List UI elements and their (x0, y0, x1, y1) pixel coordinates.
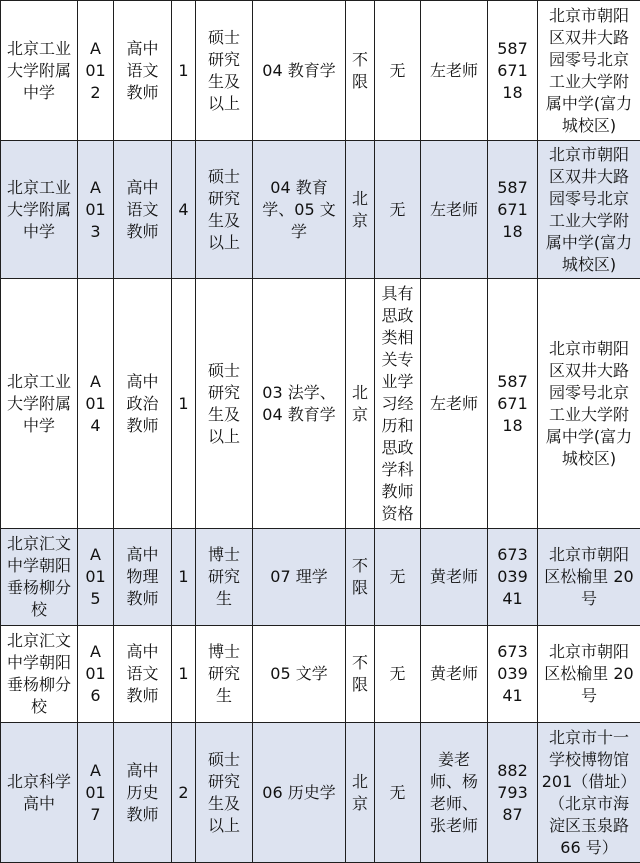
cell-line: 政治 (116, 393, 169, 415)
cell-line: 生及 (198, 793, 250, 815)
cell-line: 姜老 (423, 749, 485, 771)
cell-line: A (80, 641, 111, 663)
cell-line: 673 (490, 544, 535, 566)
cell-line: 研究 (198, 188, 250, 210)
cell-line: 高中 (116, 544, 169, 566)
cell-line: 生及 (198, 71, 250, 93)
contact-person-cell (421, 626, 488, 723)
cell-line: 高中 (116, 38, 169, 60)
cell-line: 882 (490, 760, 535, 782)
cell-line: 硕士 (198, 166, 250, 188)
cell-line: 垂杨柳分 (3, 674, 75, 696)
major-cell (253, 1, 346, 141)
cell-line: 北 (348, 382, 372, 404)
cell-line: 66 号） (540, 837, 638, 859)
school-name-cell (1, 723, 78, 863)
cell-line: 7 (80, 804, 111, 826)
cell-line: 教师 (116, 588, 169, 610)
cell-line: 物理 (116, 566, 169, 588)
cell-line: 生及 (198, 210, 250, 232)
cell-line: 无 (377, 782, 418, 804)
cell-line: 博士 (198, 544, 250, 566)
cell-line: 41 (490, 588, 535, 610)
cell-line: 高中 (116, 371, 169, 393)
cell-line: 具有 (377, 283, 418, 305)
residence-cell (346, 626, 375, 723)
cell-line: 1 (174, 393, 193, 415)
cell-line: 历和 (377, 415, 418, 437)
cell-line: 区松榆里 20 (540, 566, 638, 588)
cell-line: 18 (490, 82, 535, 104)
cell-line: 671 (490, 393, 535, 415)
cell-line: 号 (540, 685, 638, 707)
major-cell (253, 529, 346, 626)
cell-line: 以上 (198, 426, 250, 448)
cell-line: 博士 (198, 641, 250, 663)
other-requirements-cell (375, 279, 421, 529)
cell-line: 教师 (116, 685, 169, 707)
cell-line: 资格 (377, 503, 418, 525)
phone-cell (488, 279, 538, 529)
position-name-cell (114, 529, 172, 626)
cell-line: 属中学(富力 (540, 426, 638, 448)
hiring-count-cell (172, 529, 196, 626)
cell-line: 1 (174, 663, 193, 685)
cell-line: 垂杨柳分 (3, 577, 75, 599)
other-requirements-cell (375, 626, 421, 723)
cell-line: 大学附属 (3, 199, 75, 221)
cell-line: 区松榆里 20 (540, 663, 638, 685)
education-cell (196, 141, 253, 279)
cell-line: 587 (490, 177, 535, 199)
cell-line: 区双井大路 (540, 27, 638, 49)
cell-line: 无 (377, 199, 418, 221)
cell-line: 硕士 (198, 360, 250, 382)
cell-line: 研究 (198, 663, 250, 685)
cell-line: 历史 (116, 782, 169, 804)
contact-person-cell (421, 141, 488, 279)
cell-line: 北京汇文 (3, 533, 75, 555)
cell-line: 北 (348, 771, 372, 793)
table-row (1, 626, 640, 723)
contact-person-cell (421, 279, 488, 529)
cell-line: 039 (490, 566, 535, 588)
cell-line: 4 (174, 199, 193, 221)
table-row (1, 141, 640, 279)
cell-line: 01 (80, 199, 111, 221)
other-requirements-cell (375, 141, 421, 279)
cell-line: 1 (174, 566, 193, 588)
cell-line: 关专 (377, 349, 418, 371)
cell-line: 06 历史学 (255, 782, 343, 804)
cell-line: 671 (490, 60, 535, 82)
other-requirements-cell (375, 723, 421, 863)
cell-line: 校 (3, 696, 75, 718)
cell-line: 1 (174, 60, 193, 82)
cell-line: 区双井大路 (540, 360, 638, 382)
cell-line: 5 (80, 588, 111, 610)
cell-line: 01 (80, 782, 111, 804)
cell-line: 左老师 (423, 199, 485, 221)
cell-line: 北 (348, 188, 372, 210)
cell-line: 大学附属 (3, 393, 75, 415)
cell-line: 北京科学 (3, 771, 75, 793)
cell-line: 587 (490, 38, 535, 60)
cell-line: 校 (3, 599, 75, 621)
cell-line: A (80, 38, 111, 60)
cell-line: 以上 (198, 815, 250, 837)
cell-line: 高中 (3, 793, 75, 815)
education-cell (196, 626, 253, 723)
cell-line: 教师 (116, 82, 169, 104)
cell-line: 6 (80, 685, 111, 707)
cell-line: 左老师 (423, 60, 485, 82)
table-row (1, 723, 640, 863)
hiring-count-cell (172, 279, 196, 529)
cell-line: 87 (490, 804, 535, 826)
position-code-cell (78, 626, 114, 723)
cell-line: 工业大学附 (540, 404, 638, 426)
phone-cell (488, 1, 538, 141)
cell-line: 高中 (116, 641, 169, 663)
cell-line: 生 (198, 588, 250, 610)
contact-person-cell (421, 1, 488, 141)
contact-person-cell (421, 723, 488, 863)
contact-person-cell (421, 529, 488, 626)
address-cell (538, 1, 640, 141)
cell-line: 07 理学 (255, 566, 343, 588)
position-code-cell (78, 529, 114, 626)
position-code-cell (78, 141, 114, 279)
major-cell (253, 141, 346, 279)
cell-line: 硕士 (198, 27, 250, 49)
cell-line: A (80, 544, 111, 566)
cell-line: 生 (198, 685, 250, 707)
address-cell (538, 141, 640, 279)
cell-line: 中学朝阳 (3, 555, 75, 577)
residence-cell (346, 1, 375, 141)
cell-line: 限 (348, 71, 372, 93)
cell-line: 区双井大路 (540, 166, 638, 188)
cell-line: 039 (490, 663, 535, 685)
cell-line: 语文 (116, 199, 169, 221)
cell-line: 01 (80, 60, 111, 82)
cell-line: 北京市朝阳 (540, 544, 638, 566)
cell-line: 师、杨 (423, 771, 485, 793)
cell-line: 673 (490, 641, 535, 663)
cell-line: 北京工业 (3, 371, 75, 393)
position-name-cell (114, 141, 172, 279)
cell-line: 教师 (377, 481, 418, 503)
table-row (1, 1, 640, 141)
cell-line: 京 (348, 404, 372, 426)
cell-line: A (80, 177, 111, 199)
school-name-cell (1, 1, 78, 141)
address-cell (538, 723, 640, 863)
cell-line: 北京工业 (3, 177, 75, 199)
cell-line: 号 (540, 588, 638, 610)
cell-line: 中学 (3, 415, 75, 437)
cell-line: 不 (348, 652, 372, 674)
cell-line: 41 (490, 685, 535, 707)
position-name-cell (114, 723, 172, 863)
cell-line: 硕士 (198, 749, 250, 771)
other-requirements-cell (375, 529, 421, 626)
cell-line: 左老师 (423, 393, 485, 415)
cell-line: 教师 (116, 221, 169, 243)
table-body (1, 1, 640, 863)
other-requirements-cell (375, 1, 421, 141)
hiring-count-cell (172, 626, 196, 723)
cell-line: 老师、 (423, 793, 485, 815)
residence-cell (346, 141, 375, 279)
cell-line: 北京市朝阳 (540, 144, 638, 166)
hiring-count-cell (172, 141, 196, 279)
education-cell (196, 529, 253, 626)
cell-line: 北京市十一 (540, 727, 638, 749)
cell-line: 习经 (377, 393, 418, 415)
cell-line: 城校区) (540, 448, 638, 470)
cell-line: A (80, 760, 111, 782)
cell-line: 05 文学 (255, 663, 343, 685)
position-code-cell (78, 1, 114, 141)
cell-line: 18 (490, 415, 535, 437)
cell-line: 大学附属 (3, 60, 75, 82)
cell-line: 中学 (3, 221, 75, 243)
major-cell (253, 723, 346, 863)
cell-line: 01 (80, 393, 111, 415)
position-code-cell (78, 723, 114, 863)
cell-line: 北京市朝阳 (540, 5, 638, 27)
address-cell (538, 529, 640, 626)
position-code-cell (78, 279, 114, 529)
table-row (1, 529, 640, 626)
cell-line: 587 (490, 371, 535, 393)
residence-cell (346, 279, 375, 529)
cell-line: 城校区) (540, 254, 638, 276)
cell-line: 淀区玉泉路 (540, 815, 638, 837)
address-cell (538, 279, 640, 529)
cell-line: 高中 (116, 177, 169, 199)
cell-line: 中学 (3, 82, 75, 104)
cell-line: 以上 (198, 93, 250, 115)
cell-line: 园零号北京 (540, 49, 638, 71)
cell-line: 03 法学、 (255, 382, 343, 404)
cell-line: 2 (80, 82, 111, 104)
education-cell (196, 723, 253, 863)
school-name-cell (1, 529, 78, 626)
cell-line: 201（借址） (540, 771, 638, 793)
major-cell (253, 279, 346, 529)
cell-line: 思政 (377, 305, 418, 327)
cell-line: 研究 (198, 566, 250, 588)
cell-line: 671 (490, 199, 535, 221)
address-cell (538, 626, 640, 723)
hiring-count-cell (172, 1, 196, 141)
cell-line: 高中 (116, 760, 169, 782)
residence-cell (346, 529, 375, 626)
cell-line: 不 (348, 49, 372, 71)
cell-line: 北京汇文 (3, 630, 75, 652)
school-name-cell (1, 279, 78, 529)
cell-line: 园零号北京 (540, 188, 638, 210)
cell-line: 研究 (198, 382, 250, 404)
cell-line: 教师 (116, 804, 169, 826)
table-row (1, 279, 640, 529)
phone-cell (488, 723, 538, 863)
cell-line: 无 (377, 663, 418, 685)
phone-cell (488, 529, 538, 626)
cell-line: 以上 (198, 232, 250, 254)
cell-line: 01 (80, 663, 111, 685)
cell-line: 教师 (116, 415, 169, 437)
cell-line: 城校区) (540, 115, 638, 137)
education-cell (196, 279, 253, 529)
cell-line: 学校博物馆 (540, 749, 638, 771)
cell-line: 思政 (377, 437, 418, 459)
cell-line: 研究 (198, 771, 250, 793)
cell-line: 北京工业 (3, 38, 75, 60)
major-cell (253, 626, 346, 723)
cell-line: 学、05 文 (255, 199, 343, 221)
phone-cell (488, 626, 538, 723)
cell-line: 语文 (116, 60, 169, 82)
cell-line: 工业大学附 (540, 210, 638, 232)
cell-line: 北京市朝阳 (540, 338, 638, 360)
cell-line: 不 (348, 555, 372, 577)
cell-line: 限 (348, 674, 372, 696)
cell-line: 北京市朝阳 (540, 641, 638, 663)
residence-cell (346, 723, 375, 863)
position-name-cell (114, 279, 172, 529)
cell-line: 园零号北京 (540, 382, 638, 404)
cell-line: 属中学(富力 (540, 93, 638, 115)
cell-line: 类相 (377, 327, 418, 349)
cell-line: 04 教育学 (255, 404, 343, 426)
cell-line: 工业大学附 (540, 71, 638, 93)
cell-line: 中学朝阳 (3, 652, 75, 674)
cell-line: 限 (348, 577, 372, 599)
cell-line: 无 (377, 60, 418, 82)
cell-line: 2 (174, 782, 193, 804)
cell-line: 属中学(富力 (540, 232, 638, 254)
cell-line: 京 (348, 793, 372, 815)
cell-line: 研究 (198, 49, 250, 71)
phone-cell (488, 141, 538, 279)
cell-line: 黄老师 (423, 566, 485, 588)
cell-line: 4 (80, 415, 111, 437)
hiring-count-cell (172, 723, 196, 863)
school-name-cell (1, 141, 78, 279)
cell-line: 04 教育学 (255, 60, 343, 82)
cell-line: 793 (490, 782, 535, 804)
cell-line: 张老师 (423, 815, 485, 837)
cell-line: 京 (348, 210, 372, 232)
cell-line: 语文 (116, 663, 169, 685)
school-name-cell (1, 626, 78, 723)
position-name-cell (114, 1, 172, 141)
position-name-cell (114, 626, 172, 723)
cell-line: 黄老师 (423, 663, 485, 685)
cell-line: 生及 (198, 404, 250, 426)
cell-line: 业学 (377, 371, 418, 393)
cell-line: （北京市海 (540, 793, 638, 815)
education-cell (196, 1, 253, 141)
cell-line: A (80, 371, 111, 393)
cell-line: 01 (80, 566, 111, 588)
cell-line: 学 (255, 221, 343, 243)
cell-line: 18 (490, 221, 535, 243)
cell-line: 3 (80, 221, 111, 243)
cell-line: 04 教育 (255, 177, 343, 199)
cell-line: 无 (377, 566, 418, 588)
cell-line: 学科 (377, 459, 418, 481)
